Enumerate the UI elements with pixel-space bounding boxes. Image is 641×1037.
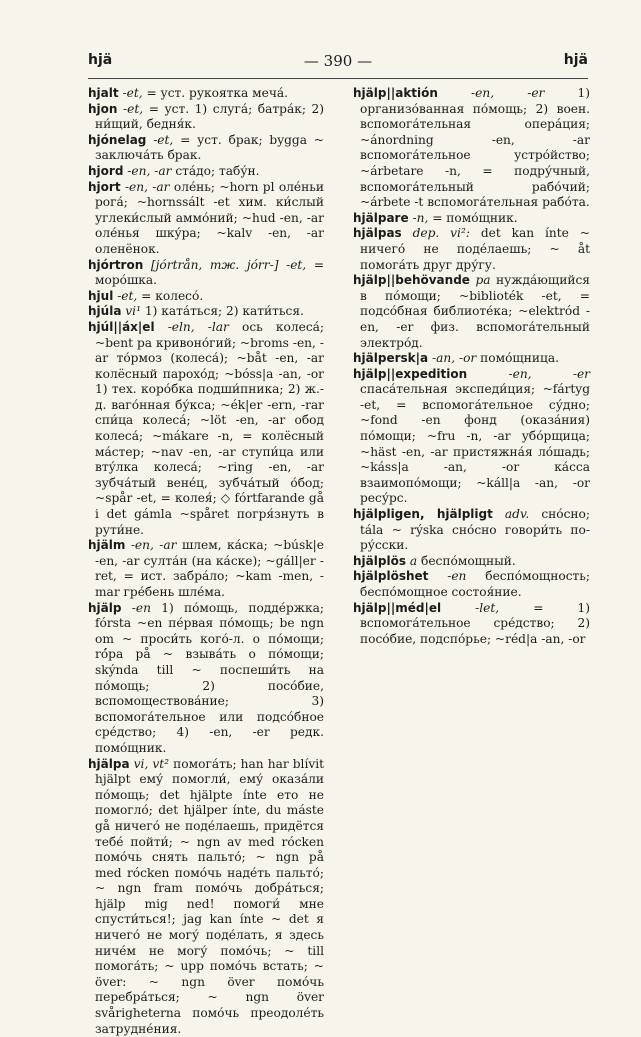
dictionary-entry [353,569,590,600]
definition: 1) ката́ться; 2) кати́ться. [144,304,304,319]
dictionary-entry [353,554,590,570]
definition: 1) по́мощь, подде́ржка; fórsta ~en пе́рвая по́мощь; be ngn om ~ проси́ть кого́-л. о по́мощи; ró́pa på ~ взыва́ть о по́мощи; skýnda till ~ поспеши́ть на по́мощь; 2) посо́бие, вспомоществова́ние; 3) вспомога́тельное или подсо́бное сре́дство; 4) -en, -er редк. помо́щник. [95,600,325,755]
definition: ста́до; табу́н. [175,163,260,178]
headword: hjälm [88,538,126,553]
definition: = помо́щник. [432,210,518,225]
left-column [88,86,324,1037]
grammar-note: -an, -or [432,351,477,366]
grammar-note: -en, -ar [124,179,170,194]
headword: hjalt [88,86,119,100]
dictionary-entry [88,757,324,1037]
definition: шлем, ка́ска; ~búsk|e -en, -ar султа́н (на ка́ске); ~gáll|er -ret, = ист. забра́ло; ~kam -men, -mar гре́бень шле́ма. [95,538,324,599]
grammar-note: adv. [504,507,530,522]
dictionary-entry [88,601,324,757]
header-rule [88,78,588,79]
dictionary-entry [88,538,324,600]
dictionary-entry [353,86,590,211]
definition: = уст. 1) слуга́; батра́к; 2) ни́щий, бедня́к. [95,101,325,132]
headword: hjälpare [353,210,409,225]
dictionary-entry [88,289,324,305]
headword: hjort [88,179,121,194]
grammar-note: -en [447,569,467,584]
headword: hjórtron [88,257,144,272]
grammar-note: dep. vi²: [412,226,470,241]
headword: hjälp||behövande [353,273,470,288]
page-header [88,52,588,76]
grammar-note: vi¹ [125,304,141,319]
headword: hjälpersk|a [353,351,429,366]
definition: = уст. брак; bygga ~ заключа́ть брак. [95,132,324,163]
grammar-note: -en, -er [471,86,545,100]
grammar-note: -en, -er [508,366,590,381]
grammar-note: -let, [475,600,500,615]
dictionary-entry [88,102,324,133]
dictionary-entry [88,258,324,289]
header-left-guideword: hjä [88,52,113,68]
headword: hjälplöshet [353,569,429,584]
dictionary-entry [353,507,590,554]
headword: hjälpas [353,226,402,241]
definition: спаса́тельная экспеди́ция; ~fártyg -et, = вспомога́тельное су́дно; ~fond -en фонд (оказа́ния) по́мощи; ~fru -n, -ar убо́рщица; ~häst -en, -ar пристяжна́я ло́шадь; ~káss|a -an, -or ка́сса взаимопо́мощи; ~káll|a -an, -or ресу́рс. [360,382,590,506]
definition: = колесо́. [141,288,204,303]
headword: hjúla [88,304,122,319]
dictionary-entry [353,351,590,367]
dictionary-entry [88,133,324,164]
definition: помога́ть; han har blívit hjälpt ему́ помогли́, ему́ оказа́ли по́мощь; det hjälpte ínte ето не помогло́; det hjälper ínte, du máste gå ничего́ не поде́лаешь, придётся тебе́ пойти́; ~ ngn av med rócken помо́чь снять пальто́; ~ ngn på med rócken помо́чь наде́ть пальто́; ~ ngn fram помо́чь добра́ться; hjälp mig ned! помоги́ мне спусти́ться!; jag kan ínte ~ det я ничего́ не могу́ поде́лать, я здесь ниче́м не могу́ помо́чь; ~ till помога́ть; ~ upp помо́чь встать; ~ över: ~ ngn över помо́чь перебра́ться; ~ ngn över svårigheterna помо́чь преодоле́ть затрудне́ния. [95,756,325,1036]
dictionary-entry [353,226,590,273]
dictionary-entry [353,273,590,351]
definition: = 1) вспомога́тельное сре́дство; 2) посо́бие, подспо́рье; ~réd|a -an, -or [360,600,591,646]
grammar-note: [jórtrån, тж. jórr-] -et, [150,257,307,272]
headword: hjälpligen, hjälpligt [353,507,493,522]
right-column [353,86,590,647]
definition: беспо́мощный. [421,553,516,568]
header-right-guideword: hjä [563,52,588,68]
dictionary-entry [88,304,324,320]
headword: hjälp||aktión [353,86,438,100]
definition: det kan ínte ~ ничего́ не поде́лаешь; ~ åt помога́ть друг дру́гу. [360,226,590,272]
page-number: — 390 — [303,52,373,70]
headword: hjälp||méd|el [353,600,442,615]
definition: нужда́ющийся в по́мощи; ~biblioték -et, = подсо́бная библиоте́ка; ~elektród -en, -er физ. вспомога́тельный электро́д. [360,273,590,350]
dictionary-entry [353,211,590,227]
dictionary-entry [88,180,324,258]
definition: оле́нь; ~horn pl оле́ньи рога́; ~hornssált -et хим. ки́слый углеки́слый аммо́ний; ~hud -en, -ar оле́нья шку́ра; ~kalv -en, -ar оленёнок. [95,179,324,256]
definition: = моро́шка. [95,257,325,288]
headword: hjúl||áx|el [88,319,155,334]
grammar-note: vi, vt² [133,756,170,771]
grammar-note: -en, -ar [127,163,172,178]
headword: hjälplös [353,553,406,568]
dictionary-entry [88,320,324,538]
headword: hjul [88,288,114,303]
definition: сно́сно; tála ~ rýska сно́сно говори́ть по-ру́сски. [360,507,590,553]
grammar-note: -en, -ar [130,538,177,553]
grammar-note: -et, [122,86,143,100]
definition: 1) организо́ванная по́мощь; 2) воен. вспомога́тельная опера́ция; ~ánordning -en, -ar вспомога́тельное устро́йство; ~árbetare -n, = подру́чный, вспомога́тельный рабо́чий; ~árbete -t вспомога́тельная рабо́та. [360,86,590,210]
headword: hjälp||expedition [353,366,468,381]
dictionary-entry [88,164,324,180]
headword: hjord [88,163,124,178]
headword: hjälp [88,600,122,615]
grammar-note: -n, [412,210,429,225]
grammar-note: -et, [153,132,174,147]
grammar-note: -et, [117,288,138,303]
definition: беспо́мощность; беспо́мощное состоя́ние. [360,569,591,599]
definition: помо́щница. [480,351,559,366]
dictionary-entry [353,601,590,648]
grammar-note: -et, [123,101,144,116]
grammar-note: a [409,553,418,568]
definition: = уст. рукоятка меча́. [146,86,289,100]
dictionary-entry [88,86,324,102]
grammar-note: -eln, -lar [167,319,229,334]
grammar-note: -en [131,600,151,615]
dictionary-entry [353,367,590,507]
grammar-note: pa [475,273,491,288]
definition: ось колеса́; ~bent pa кривоно́гий; ~broms -en, -ar то́рмоз (колеса́); ~båt -en, -ar колёсный парохо́д; ~bóss|a -an, -or 1) тех. коро́бка подши́пника; 2) ж.-д. ваго́нная бу́кса; ~ék|er -ern, -rar спи́ца колеса́; ~löt -en, -ar обод колеса́; ~mákare -n, = колёсный ма́стер; ~nav -en, -ar ступи́ца или вту́лка колеса́; ~ring -en, -ar зубча́тый вене́ц, зубча́тый о́бод; ~spår -et, = колея́; ◇ fórtfarande gå i det gámla ~spåret погря́знуть в рути́не. [95,319,325,537]
headword: hjónelag [88,132,147,147]
headword: hjon [88,101,118,116]
headword: hjälpa [88,756,130,771]
